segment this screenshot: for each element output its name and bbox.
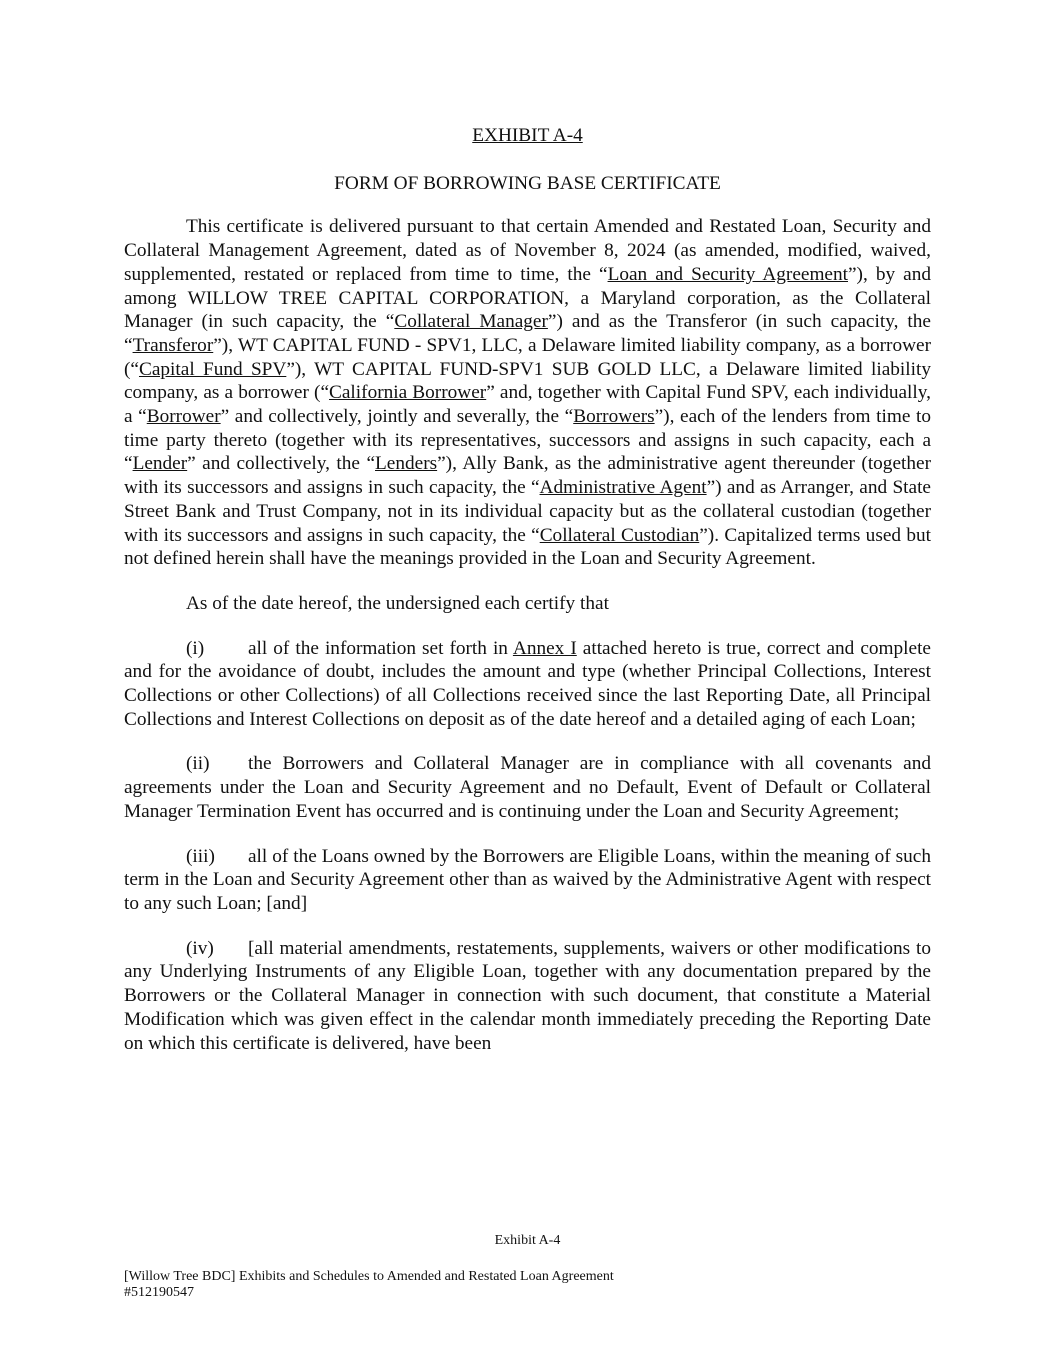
text-segment: ”), WT CAPITAL FUND - SPV1, LLC, a Delaware limited liability company, as a borrower (“ [124,334,931,380]
defined-term: Lenders [375,453,438,475]
certification-item [124,845,931,916]
footer-page-label: Exhibit A-4 [494,1233,561,1248]
item-number: (i) [186,637,205,659]
text-segment: ”) and as the Transferor (in such capacity, the “ [124,311,931,356]
certification-item [124,752,931,823]
certify-paragraph: As of the date hereof, the undersigned each certify that [186,592,609,614]
defined-term: Borrowers [573,406,655,428]
text-segment: ”), Ally Bank, as the administrative agent thereunder (together with its successors and assigns in such capacity, the “ [124,453,931,499]
defined-term: Loan and Security Agreement [607,263,848,285]
item-number: (ii) [186,753,210,775]
defined-term: Borrower [146,406,221,428]
defined-term: Collateral Custodian [539,524,700,546]
defined-term: Lender [132,453,188,475]
text-segment: ”), by and among WILLOW TREE CAPITAL CORPORATION, a Maryland corporation, as the Collateral Manager (in such capacity, the “ [124,263,932,333]
footer-doc-info [124,1269,614,1301]
defined-term: Collateral Manager [394,311,548,333]
defined-term: Capital Fund SPV [138,358,287,380]
exhibit-title: EXHIBIT A-4 [472,125,583,146]
text-segment: This certificate is delivered pursuant to that certain Amended and Restated Loan, Security and Collateral Management Agreement, dated as of November 8, 2024 (as amended, modified, waived, supplemented, restated or replaced from time to time, the “ [124,216,931,285]
text-segment: ”). Capitalized terms used but not defined herein shall have the meanings provided in the Loan and Security Agreement. [124,524,931,570]
text-segment: [all material amendments, restatements, supplements, waivers or other modifications to any Underlying Instruments of any Eligible Loan, together with any documentation prepared by the Borrowers or the Collateral Manager in connection with such document, that constitute a Material Modification which was given effect in the calendar month immediately preceding the Reporting Date on which this certificate is delivered, have been [124,937,931,1054]
footer-doc-number: #512190547 [124,1285,194,1300]
certification-item [124,937,931,1056]
text-segment: ” and collectively, jointly and severally, the “ [220,406,574,428]
document-page [124,124,931,1076]
text-segment: ”), each of the lenders from time to time party thereto (together with its representatives, successors and assigns in such capacity, each a “ [124,406,932,475]
text-segment: the Borrowers and Collateral Manager are in compliance with all covenants and agreements under the Loan and Security Agreement and no Default, Event of Default or Collateral Manager Termination Event has occurred and is continuing under the Loan and Security Agreement; [124,753,931,822]
text-segment: ” and, together with Capital Fund SPV, each individually, a “ [124,382,931,428]
certification-items [124,637,931,1056]
footer-doc-line: [Willow Tree BDC] Exhibits and Schedules to Amended and Restated Loan Agreement [124,1269,614,1284]
certification-item [124,637,931,732]
text-segment: all of the information set forth in [248,637,513,659]
defined-term: Annex I [512,637,577,659]
text-segment: attached hereto is true, correct and complete and for the avoidance of doubt, includes the amount and type (whether Principal Collections, Interest Collections or other Collections) of all Collections received since the last Reporting Date, all Principal Collections and Interest Collections on deposit as of the date hereof and a detailed aging of each Loan; [124,637,931,730]
item-number: (iii) [186,845,215,867]
defined-term: Transferor [132,334,214,356]
certificate-subtitle: FORM OF BORROWING BASE CERTIFICATE [334,172,721,194]
text-segment: ”) and as Arranger, and State Street Bank and Trust Company, not in its individual capacity but as the collateral custodian (together with its successors and assigns in such capacity, the “ [124,477,931,546]
item-number: (iv) [186,937,214,959]
defined-term: Administrative Agent [539,477,707,499]
text-segment: all of the Loans owned by the Borrowers are Eligible Loans, within the meaning of such term in the Loan and Security Agreement other than as waived by the Administrative Agent with respect to any such Loan; [and] [124,845,931,914]
text-segment: ” and collectively, the “ [187,453,376,475]
text-segment: ”), WT CAPITAL FUND-SPV1 SUB GOLD LLC, a Delaware limited liability company, as a borrower (“ [124,358,931,404]
intro-paragraph [124,215,931,571]
defined-term: California Borrower [329,382,487,404]
